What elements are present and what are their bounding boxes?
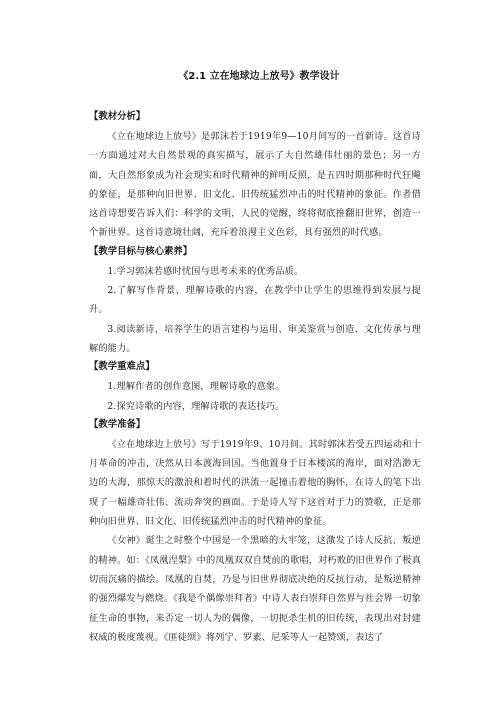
section-heading: 【教学准备】 — [89, 418, 146, 430]
list-item: 1.学习郭沫若感时忧国与思考未来的优秀品质。 — [107, 265, 304, 277]
section-heading: 【教学重难点】 — [89, 361, 155, 373]
section-heading: 【教材分析】 — [89, 111, 146, 122]
section-teaching-preparation — [89, 416, 421, 647]
body-paragraph: 《女神》诞生之时整个中国是一个黑暗的大牢笼，这激发了诗人反抗、叛逆的精神。如：《凤凰涅槃》中的凤凰双双自焚前的歌唱，对朽败的旧世界作了极真切而沉痛的描绘。凤凰的自焚，乃是与旧世界彻底决绝的反抗行动，是叛逆精神的强烈爆发与燃烧。《我是个偶像崇拜者》中诗人表白崇拜自然界与社会界一切象征生命的事物，来否定一切人为的偶像，一切扼杀生机的旧传统，表现出对封建权威的极度蔑视。《匪徒颂》将列宁、罗素、尼采等人一起赞颂，表达了 — [89, 535, 421, 643]
section-key-difficulties — [89, 358, 421, 416]
list-item: 2.探究诗歌的内容，理解诗歌的表达技巧。 — [107, 400, 285, 412]
section-heading: 【教学目标与核心素养】 — [89, 245, 193, 257]
list-item: 1.理解作者的创作意图，理解诗歌的意象。 — [107, 381, 285, 393]
document-page — [89, 70, 421, 647]
list-item: 2.了解写作背景，理解诗歌的内容，在教学中让学生的思维得到发展与提升。 — [89, 285, 421, 316]
document-title: 《2.1 立在地球边上放号》教学设计 — [178, 71, 340, 82]
list-item: 3.阅读新诗，培养学生的语言建构与运用、审美鉴赏与创造、文化传承与理解的能力。 — [89, 323, 421, 354]
section-teaching-goals — [89, 243, 421, 358]
section-textbook-analysis — [89, 108, 421, 243]
body-paragraph: 《立在地球边上放号》是郭沫若于1919年9—10月间写的一首新诗。这首诗一方面通过对大自然景观的真实描写，展示了大自然雄伟壮丽的景色；另一方面，大自然形象成为社会现实和时代精神的鲜明反照，是五四时期那种时代狂飚的象征，是那种向旧世界、旧文化、旧传统猛烈冲击的时代精神的象征。作者借这首诗想要告诉人们：科学的文明，人民的觉醒，终将彻底推翻旧世界，创造一个新世界。这首诗意境壮阔，充斥着浪漫主义色彩，具有强烈的时代感。 — [89, 131, 421, 239]
body-paragraph: 《立在地球边上放号》写于1919年9、10月间。其时郭沫若受五四运动和十月革命的冲击，决然从日本渡海回国。当他置身于日本楼滨的海岸，面对浩渺无边的大海，那惊天的激浪和着时代的洪流一起撞击着他的胸怀，在诗人的笔下出现了一幅雄奇壮伟、流动奔突的画面。于是诗人写下这首对于力的赞歌，正是那种向旧世界、旧文化、旧传统猛烈冲击的时代精神的象征。 — [89, 438, 421, 528]
